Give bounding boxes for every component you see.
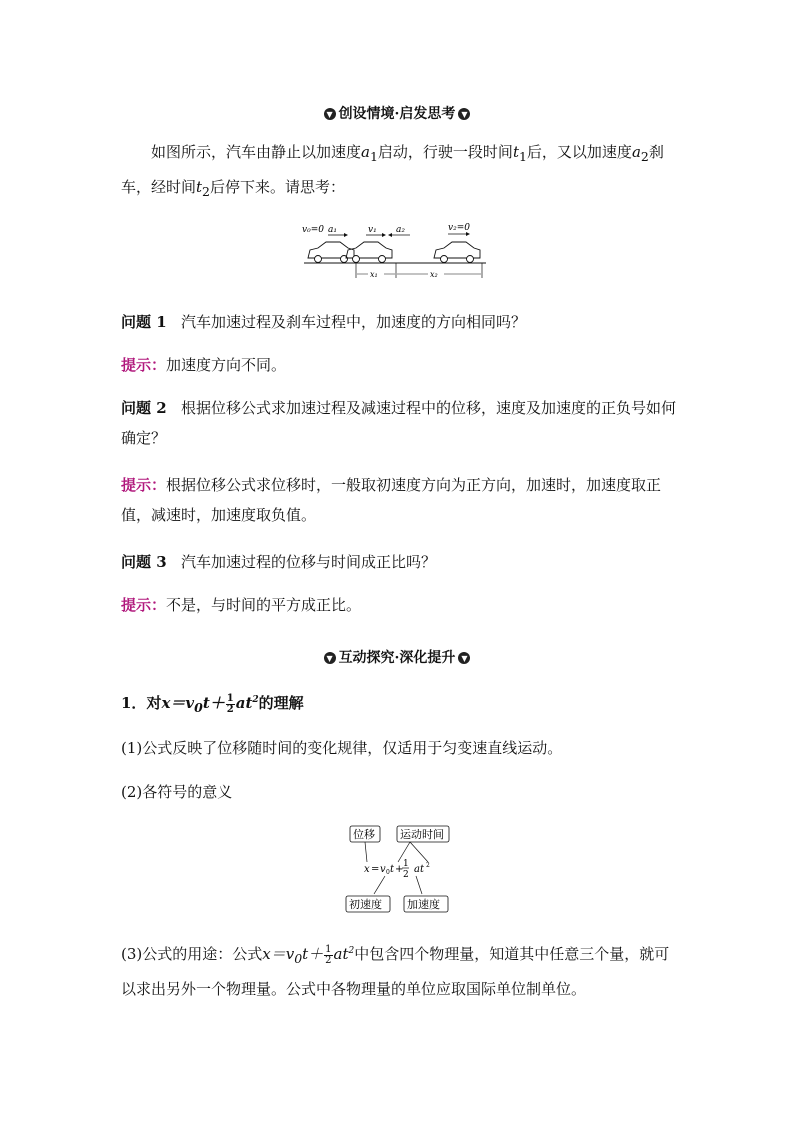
a2-label: a₂ bbox=[396, 225, 405, 235]
intro-paragraph: 如图所示，汽车由静止以加速度$a_1$启动，行驶一段时间$t_1$后，又以加速度$a_2$刹车，经时间$t_2$后停下来。请思考： bbox=[121, 143, 664, 199]
heading-right-icon: ▼ bbox=[458, 652, 470, 664]
svg-text:=: = bbox=[371, 864, 380, 875]
car-motion-figure bbox=[300, 218, 490, 280]
v2-label: v₂=0 bbox=[448, 223, 470, 233]
hint-3: 提示：不是，与时间的平方成正比。 bbox=[121, 596, 362, 614]
question-1: 问题 1 汽车加速过程及刹车过程中，加速度的方向相同吗？ bbox=[121, 313, 526, 331]
hint-2: 提示：根据位移公式求位移时，一般取初速度方向为正方向，加速时，加速度取正值，减速时，加速度取负值。 bbox=[121, 476, 662, 524]
fraction: $\frac{1}{2}$ bbox=[325, 943, 332, 966]
fraction: $\frac{1}{2}$ bbox=[226, 692, 234, 715]
section-heading-2 bbox=[0, 647, 794, 667]
section-title: 创设情境·启发思考 bbox=[338, 106, 456, 122]
section-heading-1 bbox=[0, 103, 794, 123]
svg-text:2: 2 bbox=[403, 870, 409, 880]
svg-text:2: 2 bbox=[426, 862, 430, 869]
item-1: (1)公式反映了位移随时间的变化规律，仅适用于匀变速直线运动。 bbox=[121, 739, 563, 757]
x1-label: x₁ bbox=[370, 270, 378, 279]
svg-text:v: v bbox=[380, 864, 386, 875]
v0-label: v₀=0 bbox=[302, 225, 324, 235]
initial-velocity-label: 初速度 bbox=[349, 898, 382, 911]
displacement-label: 位移 bbox=[353, 828, 375, 841]
svg-text:t: t bbox=[390, 864, 395, 875]
item-2: (2)各符号的意义 bbox=[121, 783, 233, 801]
svg-text:x: x bbox=[364, 864, 370, 875]
question-3: 问题 3 汽车加速过程的位移与时间成正比吗？ bbox=[121, 553, 436, 571]
section-title: 互动探究·深化提升 bbox=[338, 650, 456, 666]
heading-left-icon: ▼ bbox=[324, 108, 336, 120]
item-3: (3)公式的用途：公式$x=v_0t+$ $\frac{1}{2}$ $at^2$中包含四个物理量，知道其中任意三个量，就可以求出另外一个物理量。公式中各物理量的单位应取国际单位制单位。 bbox=[121, 943, 670, 998]
car-end bbox=[434, 242, 480, 263]
svg-text:at: at bbox=[414, 864, 424, 875]
v1-label: v₁ bbox=[368, 225, 377, 235]
car-middle bbox=[346, 242, 392, 263]
svg-text:+: + bbox=[395, 864, 404, 875]
acceleration-label: 加速度 bbox=[407, 898, 440, 911]
heading-right-icon: ▼ bbox=[458, 108, 470, 120]
svg-text:1: 1 bbox=[403, 859, 409, 869]
point-1-title: 1．对$x=v_0t+$ $\frac{1}{2}$ $at^2$的理解 bbox=[121, 692, 304, 715]
formula-meaning-diagram bbox=[340, 824, 460, 916]
a1-label: a₁ bbox=[328, 225, 337, 235]
hint-1: 提示：加速度方向不同。 bbox=[121, 356, 287, 374]
x2-label: x₂ bbox=[430, 270, 438, 279]
question-2: 问题 2 根据位移公式求加速过程及减速过程中的位移，速度及加速度的正负号如何确定？ bbox=[121, 399, 676, 447]
svg-text:0: 0 bbox=[386, 869, 390, 876]
motion-time-label: 运动时间 bbox=[400, 828, 444, 841]
heading-left-icon: ▼ bbox=[324, 652, 336, 664]
